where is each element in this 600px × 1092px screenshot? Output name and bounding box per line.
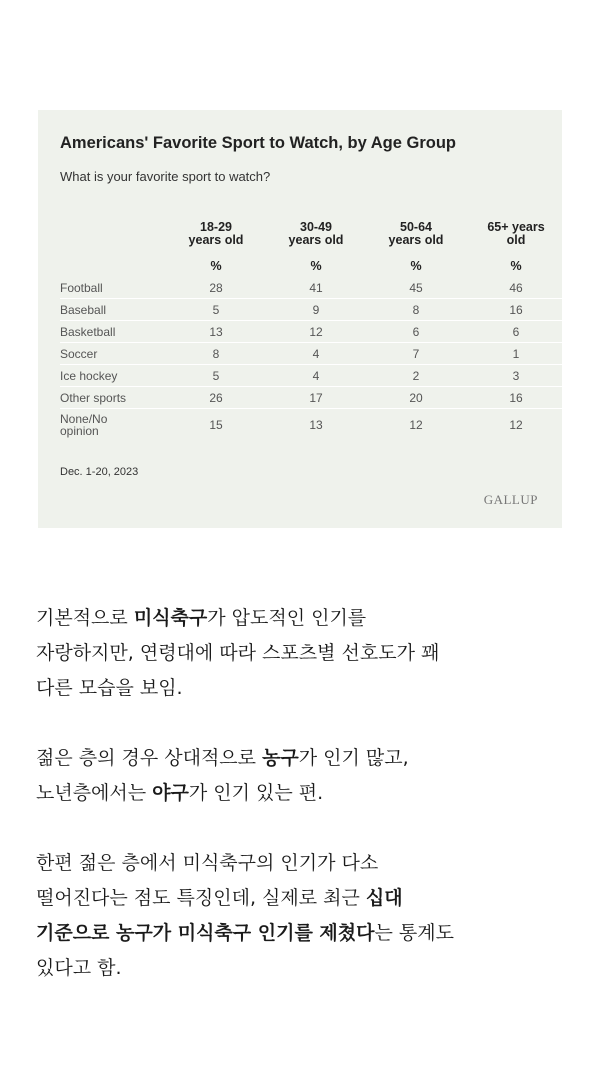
row-label-header xyxy=(60,218,166,255)
row-label: Baseball xyxy=(60,299,166,321)
paragraph-text: 가 압도적인 인기를 자랑하지만, 연령대에 따라 스포츠별 선호도가 꽤 다른 모습을 보임. xyxy=(36,607,440,699)
table-cell-value: 12 xyxy=(266,321,366,343)
column-header-line1: 30-49 xyxy=(300,220,332,234)
source-logo: GALLUP xyxy=(483,492,538,507)
table-cell-value: 1 xyxy=(466,343,566,365)
column-header-line2: years old xyxy=(388,233,444,247)
paragraph-text: 가 인기 있는 편. xyxy=(188,782,324,804)
paragraph-text: 가 인기 많고, 노년층에서는 xyxy=(36,747,409,804)
chart-card xyxy=(38,110,562,528)
row-label-line2: opinion xyxy=(60,424,99,438)
paragraph-text: 기본적으로 xyxy=(36,607,134,629)
table-cell-value: 16 xyxy=(466,299,566,321)
table-cell-value: 6 xyxy=(466,321,566,343)
table-row xyxy=(60,299,566,321)
row-label-line1: None/No xyxy=(60,412,108,426)
table-row xyxy=(60,409,566,442)
table-row xyxy=(60,343,566,365)
table-cell-value: 5 xyxy=(166,365,266,387)
table-cell-value: 4 xyxy=(266,365,366,387)
column-header-line1: 18-29 xyxy=(200,220,232,234)
unit-label: % xyxy=(310,259,322,273)
article-paragraph xyxy=(36,741,568,811)
table-cell-value: 8 xyxy=(366,299,466,321)
emphasis-text: 농구 xyxy=(262,747,299,769)
table-cell-value: 13 xyxy=(309,418,323,432)
table-row xyxy=(60,387,566,409)
table-cell-value: 8 xyxy=(166,343,266,365)
column-header xyxy=(266,218,366,255)
table-cell-value: 46 xyxy=(466,277,566,299)
row-label: Other sports xyxy=(60,387,166,409)
column-header-line2: years old xyxy=(288,233,344,247)
column-header-line2: years old xyxy=(188,233,244,247)
table-row xyxy=(60,365,566,387)
table-cell-value: 17 xyxy=(266,387,366,409)
table-cell-value: 45 xyxy=(366,277,466,299)
table-body xyxy=(60,277,566,441)
table-cell-value: 20 xyxy=(366,387,466,409)
article-body xyxy=(36,601,568,986)
unit-label: % xyxy=(210,259,222,273)
table-cell-value: 41 xyxy=(266,277,366,299)
unit-row-label xyxy=(60,255,166,277)
header-row xyxy=(60,218,566,255)
column-header xyxy=(466,218,566,255)
table-cell-value: 9 xyxy=(266,299,366,321)
column-header-line1: 50-64 xyxy=(400,220,432,234)
table-cell-value: 26 xyxy=(166,387,266,409)
table-cell-value: 15 xyxy=(209,418,223,432)
column-header xyxy=(366,218,466,255)
row-label xyxy=(60,409,166,442)
row-label: Ice hockey xyxy=(60,365,166,387)
row-label: Soccer xyxy=(60,343,166,365)
table-row xyxy=(60,277,566,299)
paragraph-text: 젊은 층의 경우 상대적으로 xyxy=(36,747,263,769)
column-header-line1: 65+ years xyxy=(487,220,545,234)
table-cell-value: 7 xyxy=(366,343,466,365)
article-paragraph xyxy=(36,601,568,706)
paragraph-text: 한편 젊은 층에서 미식축구의 인기가 다소 떨어진다는 점도 특징인데, 실제로 최근 xyxy=(36,852,379,909)
table-cell-value: 12 xyxy=(409,418,423,432)
table-cell-value: 5 xyxy=(166,299,266,321)
column-header xyxy=(166,218,266,255)
unit-row xyxy=(60,255,566,277)
emphasis-text: 미식축구 xyxy=(133,607,208,629)
chart-subtitle: What is your favorite sport to watch? xyxy=(60,169,271,184)
emphasis-text: 십대 기준으로 농구가 미식축구 인기를 제쳤다 xyxy=(36,887,403,944)
survey-date: Dec. 1-20, 2023 xyxy=(60,466,139,478)
table-cell-value: 3 xyxy=(466,365,566,387)
table-cell-value: 16 xyxy=(466,387,566,409)
table-cell-value: 4 xyxy=(266,343,366,365)
data-table xyxy=(60,218,566,441)
unit-label: % xyxy=(410,259,422,273)
unit-label: % xyxy=(510,259,522,273)
column-header-line2: old xyxy=(506,233,526,247)
row-label: Football xyxy=(60,277,166,299)
emphasis-text: 야구 xyxy=(152,782,189,804)
table-cell-value: 28 xyxy=(166,277,266,299)
row-label: Basketball xyxy=(60,321,166,343)
paragraph-text: 는 통계도 있다고 함. xyxy=(36,922,454,979)
table-row xyxy=(60,321,566,343)
article-paragraph xyxy=(36,846,568,986)
table-cell-value: 6 xyxy=(366,321,466,343)
table-cell-value: 12 xyxy=(509,418,523,432)
table-cell-value: 13 xyxy=(166,321,266,343)
chart-title: Americans' Favorite Sport to Watch, by Age Group xyxy=(60,134,457,152)
table-cell-value: 2 xyxy=(366,365,466,387)
